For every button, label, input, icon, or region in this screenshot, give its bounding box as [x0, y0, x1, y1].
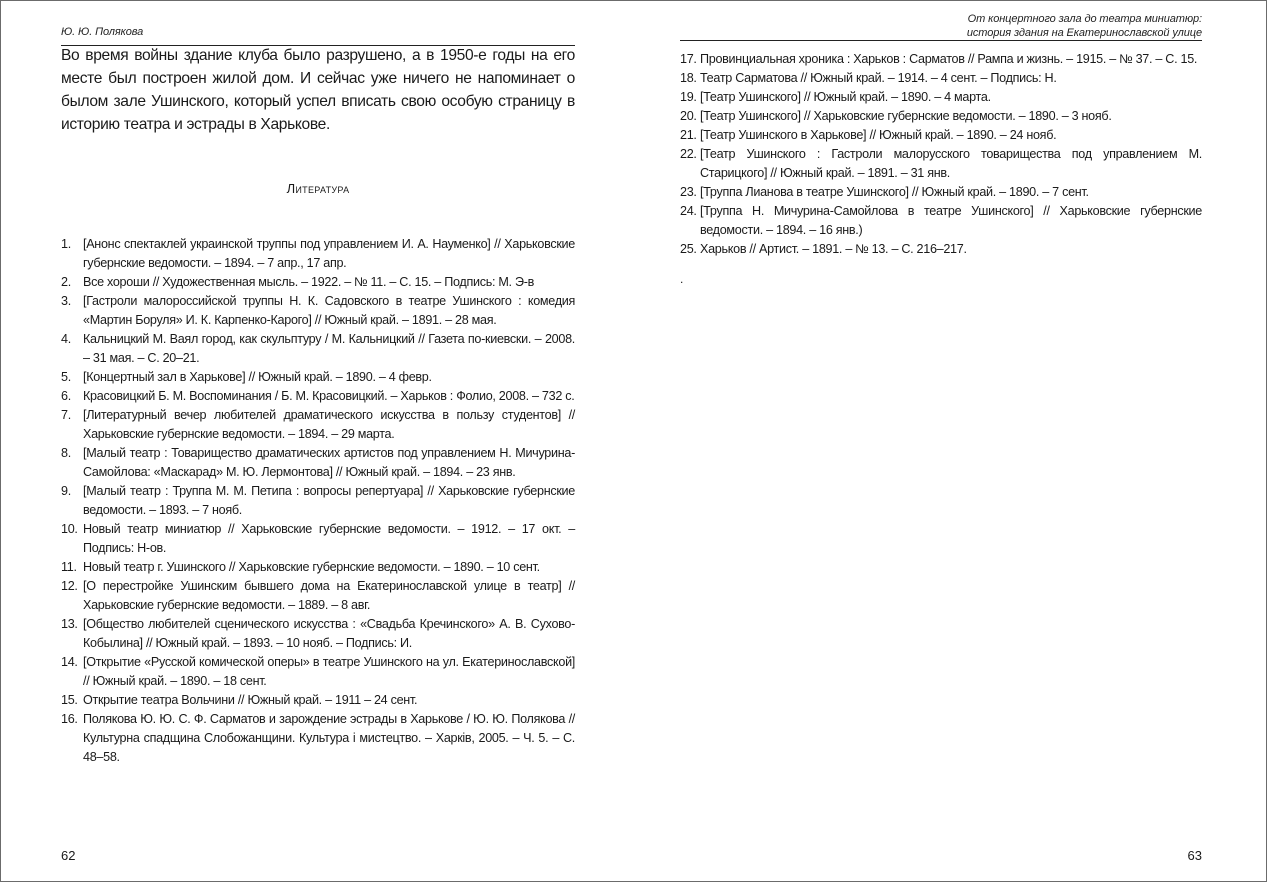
reference-text: Провинциальная хроника : Харьков : Сарматов // Рампа и жизнь. – 1915. – № 37. – С. 15. [700, 52, 1198, 66]
reference-list [680, 50, 1202, 259]
reference-item [61, 330, 575, 368]
reference-item [680, 107, 1202, 126]
reference-list [61, 235, 575, 767]
reference-number: 17. [680, 52, 697, 66]
reference-number: 4. [61, 332, 71, 346]
reference-text: Открытие театра Вольчини // Южный край. – 1911 – 24 сент. [83, 693, 418, 707]
reference-number: 8. [61, 446, 71, 460]
reference-item [61, 444, 575, 482]
reference-item [61, 710, 575, 767]
reference-item [61, 558, 575, 577]
reference-item [61, 292, 575, 330]
reference-item [680, 240, 1202, 259]
body-paragraph: Во время войны здание клуба было разрушено, а в 1950-е годы на его месте был построен жилой дом. И сейчас уже ничего не напоминает о былом зале Ушинского, который успел вписать свою особую страницу в историю театра и эстрады в Харькове. [61, 47, 575, 133]
running-head-line: От концертного зала до театра миниатюр: [967, 13, 1202, 25]
running-head-author: Ю. Ю. Полякова [61, 26, 144, 38]
reference-item [61, 406, 575, 444]
reference-text: [Труппа Н. Мичурина-Самойлова в театре Ушинского] // Харьковские губернские ведомости. – 1894. – 16 янв.) [700, 204, 1202, 237]
reference-number: 15. [61, 693, 78, 707]
reference-item [61, 235, 575, 273]
reference-number: 24. [680, 204, 697, 218]
reference-number: 16. [61, 712, 78, 726]
reference-text: Театр Сарматова // Южный край. – 1914. – 4 сент. – Подпись: Н. [700, 71, 1057, 85]
reference-number: 6. [61, 389, 71, 403]
running-head-line: история здания на Екатеринославской улице [966, 27, 1202, 39]
reference-text: [О перестройке Ушинским бывшего дома на Екатеринославской улице в театр] // Харьковские губернские ведомости. – 1889. – 8 авг. [83, 579, 575, 612]
reference-item [680, 69, 1202, 88]
reference-text: Новый театр г. Ушинского // Харьковские губернские ведомости. – 1890. – 10 сент. [83, 560, 540, 574]
reference-text: [Литературный вечер любителей драматического искусства в пользу студентов] // Харьковские губернские ведомости. – 1894. – 29 марта. [83, 408, 575, 441]
reference-item [61, 577, 575, 615]
reference-item [61, 273, 575, 292]
reference-item [61, 653, 575, 691]
reference-number: 19. [680, 90, 697, 104]
reference-item [61, 691, 575, 710]
reference-text: Харьков // Артист. – 1891. – № 13. – С. 216–217. [700, 242, 967, 256]
reference-text: [Гастроли малороссийской труппы Н. К. Садовского в театре Ушинского : комедия «Мартин Боруля» И. К. Карпенко-Карого] // Южный край. – 1891. – 28 мая. [83, 294, 575, 327]
page-number: 63 [1187, 848, 1202, 863]
reference-number: 3. [61, 294, 71, 308]
reference-number: 22. [680, 147, 697, 161]
reference-text: [Труппа Лианова в театре Ушинского] // Южный край. – 1890. – 7 сент. [700, 185, 1089, 199]
reference-item [680, 50, 1202, 69]
reference-number: 5. [61, 370, 71, 384]
right-page [680, 0, 1202, 882]
reference-number: 20. [680, 109, 697, 123]
reference-text: [Малый театр : Товарищество драматических артистов под управлением Н. Мичурина-Самойлова: «Маскарад» М. Ю. Лермонтова] // Южный край. – 1894. – 23 янв. [83, 446, 575, 479]
reference-number: 13. [61, 617, 78, 631]
reference-text: Новый театр миниатюр // Харьковские губернские ведомости. – 1912. – 17 окт. – Подпись: Н-ов. [83, 522, 575, 555]
reference-item [680, 202, 1202, 240]
reference-number: 18. [680, 71, 697, 85]
reference-item [61, 482, 575, 520]
reference-text: Кальницкий М. Ваял город, как скульптуру / М. Кальницкий // Газета по-киевски. – 2008. – 31 мая. – С. 20–21. [83, 332, 575, 365]
reference-text: [Театр Ушинского] // Южный край. – 1890. – 4 марта. [700, 90, 991, 104]
reference-text: Красовицкий Б. М. Воспоминания / Б. М. Красовицкий. – Харьков : Фолио, 2008. – 732 с. [83, 389, 575, 403]
reference-number: 1. [61, 237, 71, 251]
reference-item [61, 368, 575, 387]
reference-text: [Анонс спектаклей украинской труппы под управлением И. А. Науменко] // Харьковские губернские ведомости. – 1894. – 7 апр., 17 апр. [83, 237, 575, 270]
reference-text: [Общество любителей сценического искусства : «Свадьба Кречинского» А. В. Сухово-Кобылина] // Южный край. – 1893. – 10 нояб. – Подпись: И. [83, 617, 575, 650]
page-number: 62 [61, 848, 76, 863]
reference-number: 11. [61, 560, 77, 574]
running-head-title [967, 12, 1202, 40]
left-page [61, 0, 575, 882]
reference-number: 9. [61, 484, 71, 498]
reference-text: Все хороши // Художественная мысль. – 1922. – № 11. – С. 15. – Подпись: М. Э-в [83, 275, 534, 289]
reference-number: 12. [61, 579, 78, 593]
reference-item [61, 520, 575, 558]
header-rule [680, 40, 1202, 41]
reference-number: 25. [680, 242, 697, 256]
reference-item [61, 387, 575, 406]
trailing-mark: . [680, 272, 684, 286]
reference-item [680, 88, 1202, 107]
reference-text: [Малый театр : Труппа М. М. Петипа : вопросы репертуара] // Харьковские губернские ведомости. – 1893. – 7 нояб. [83, 484, 575, 517]
reference-number: 7. [61, 408, 71, 422]
reference-number: 14. [61, 655, 78, 669]
reference-text: [Театр Ушинского : Гастроли малорусского товарищества под управлением М. Старицкого] // Южный край. – 1891. – 31 янв. [700, 147, 1202, 180]
reference-text: [Концертный зал в Харькове] // Южный край. – 1890. – 4 февр. [83, 370, 432, 384]
reference-text: [Театр Ушинского] // Харьковские губернские ведомости. – 1890. – 3 нояб. [700, 109, 1112, 123]
reference-text: [Театр Ушинского в Харькове] // Южный край. – 1890. – 24 нояб. [700, 128, 1057, 142]
reference-number: 21. [680, 128, 697, 142]
reference-item [680, 126, 1202, 145]
reference-item [61, 615, 575, 653]
reference-text: [Открытие «Русской комической оперы» в театре Ушинского на ул. Екатеринославской] // Южный край. – 1890. – 18 сент. [83, 655, 575, 688]
reference-item [680, 183, 1202, 202]
reference-number: 23. [680, 185, 697, 199]
reference-number: 10. [61, 522, 78, 536]
section-heading: Литература [286, 181, 350, 196]
reference-text: Полякова Ю. Ю. С. Ф. Сарматов и зарождение эстрады в Харькове / Ю. Ю. Полякова // Культурна спадщина Слобожанщини. Культура і мистецтво. – Харків, 2005. – Ч. 5. – С. 48–58. [83, 712, 575, 764]
reference-number: 2. [61, 275, 71, 289]
reference-item [680, 145, 1202, 183]
